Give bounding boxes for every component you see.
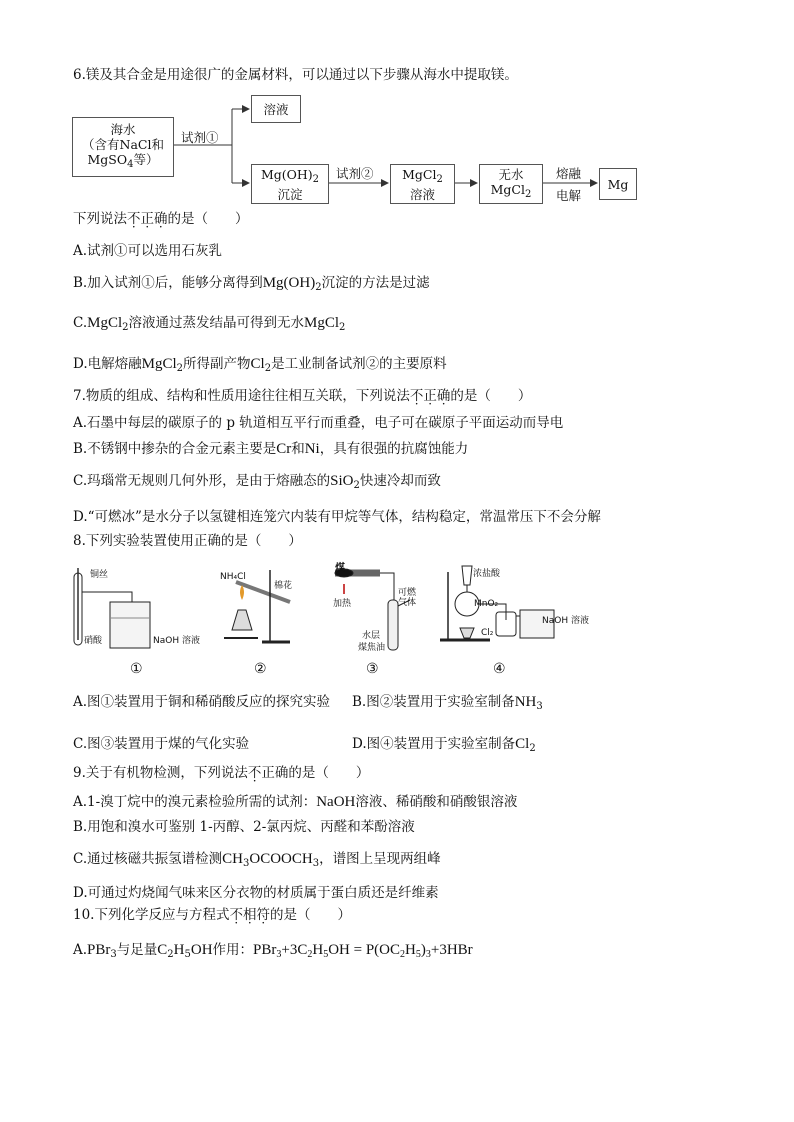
q7-option-d: D.“可燃冰”是水分子以氢键相连笼穴内装有甲烷等气体，结构稳定，常温常压下不会分解 xyxy=(73,509,601,525)
fig3-gas-label-1: 可燃 xyxy=(398,588,417,598)
fig2-nh4cl-label: NH₄Cl xyxy=(220,572,246,582)
melt-label: 熔融 xyxy=(556,166,582,181)
fig2-number: ② xyxy=(254,661,267,677)
mgoh2-box: $Mg(OH)_2$ 沉淀 xyxy=(251,164,329,204)
electrolysis-label: 电解 xyxy=(556,188,582,203)
fig4-number: ④ xyxy=(493,661,506,677)
q10-stem: 10.下列化学反应与方程式不相符的是（ ） xyxy=(73,907,351,923)
fig1-acid-label: 硝酸 xyxy=(84,636,103,646)
q9-option-a: A.1-溴丁烷中的溴元素检验所需的试剂：NaOH溶液、稀硝酸和硝酸银溶液 xyxy=(73,794,518,810)
q6-option-a: A.试剂①可以选用石灰乳 xyxy=(73,243,223,259)
anhydrous-mgcl2-box: 无水 MgCl$_2$ xyxy=(479,164,543,204)
q7-stem: 7.物质的组成、结构和性质用途往往相互关联，下列说法不正确的是（ ） xyxy=(73,388,532,404)
fig3-tar-label: 煤焦油 xyxy=(358,643,386,653)
fig4-cl2-label: Cl₂ xyxy=(481,628,494,638)
q10-equation: $PBr_3+3C_2H_5OH = P(OC_2H_5)_3+3HBr$ xyxy=(253,942,473,960)
fig4-hcl-label: 浓盐酸 xyxy=(473,569,501,579)
q10-option-a: A.PBr$_3$与足量$C_2H_5OH$作用：$PBr_3+3C_2H_5OH = P(OC_2H_5)_3+3HBr$ xyxy=(73,942,473,960)
q6-option-c: C.MgCl$_2$溶液通过蒸发结晶可得到无水MgCl$_2$ xyxy=(73,315,346,333)
mg-box: Mg xyxy=(599,168,637,200)
q9-option-b: B.用饱和溴水可鉴别 1-丙醇、2-氯丙烷、丙醛和苯酚溶液 xyxy=(73,819,415,835)
reagent-2-label: 试剂② xyxy=(336,166,374,181)
q8-option-b: B.图②装置用于实验室制备$NH_3$ xyxy=(352,694,543,712)
q8-option-d: D.图④装置用于实验室制备$Cl_2$ xyxy=(352,736,536,754)
fig3-gas-label-2: 气体 xyxy=(398,598,417,608)
fig3-water-label: 水层 xyxy=(362,631,381,641)
q7-option-c: C.玛瑙常无规则几何外形，是由于熔融态的SiO$_2$快速冷却而致 xyxy=(73,473,441,491)
solution-box: 溶液 xyxy=(251,95,301,123)
q6-option-b: B.加入试剂①后，能够分离得到$Mg(OH)_2$沉淀的方法是过滤 xyxy=(73,275,430,293)
mgcl2-solution-box: MgCl$_2$ 溶液 xyxy=(390,164,455,204)
q9-stem: 9.关于有机物检测，下列说法不正确的是（ ） xyxy=(73,765,370,781)
fig2-cotton-label: 棉花 xyxy=(274,581,293,591)
q7-option-a: A.石墨中每层的碳原子的 p 轨道相互平行而重叠，电子可在碳原子平面运动而导电 xyxy=(73,415,564,431)
fig1-copper-label: 铜丝 xyxy=(90,570,109,580)
fig3-number: ③ xyxy=(366,661,379,677)
fig4-naoh-label: NaOH 溶液 xyxy=(542,616,589,626)
q7-option-b: B.不锈钢中掺杂的合金元素主要是Cr和Ni，具有很强的抗腐蚀能力 xyxy=(73,441,469,457)
q8-stem: 8.下列实验装置使用正确的是（ ） xyxy=(73,533,302,549)
q6-prompt: 下列说法不正确的是（ ） xyxy=(73,211,249,227)
q8-option-a: A.图①装置用于铜和稀硝酸反应的探究实验 xyxy=(73,694,331,710)
fig1-number: ① xyxy=(130,661,143,677)
q9-option-d: D.可通过灼烧闻气味来区分衣物的材质属于蛋白质还是纤维素 xyxy=(73,885,439,901)
fig3-coal-label: 煤 xyxy=(335,563,345,574)
seawater-box: 海水 （含有NaCl和 MgSO$_4$等） xyxy=(72,117,174,177)
q6-option-d: D.电解熔融MgCl$_2$所得副产物$Cl_2$是工业制备试剂②的主要原料 xyxy=(73,356,447,374)
fig3-heat-label: 加热 xyxy=(333,599,352,609)
q9-option-c: C.通过核磁共振氢谱检测$CH_3OCOOCH_3$，谱图上呈现两组峰 xyxy=(73,851,441,869)
reagent-1-label: 试剂① xyxy=(181,130,219,145)
q8-option-c: C.图③装置用于煤的气化实验 xyxy=(73,736,250,752)
q6-stem: 6.镁及其合金是用途很广的金属材料，可以通过以下步骤从海水中提取镁。 xyxy=(73,67,518,83)
fig1-naoh-label: NaOH 溶液 xyxy=(153,636,200,646)
fig4-mno2-label: MnO₂ xyxy=(474,599,499,609)
